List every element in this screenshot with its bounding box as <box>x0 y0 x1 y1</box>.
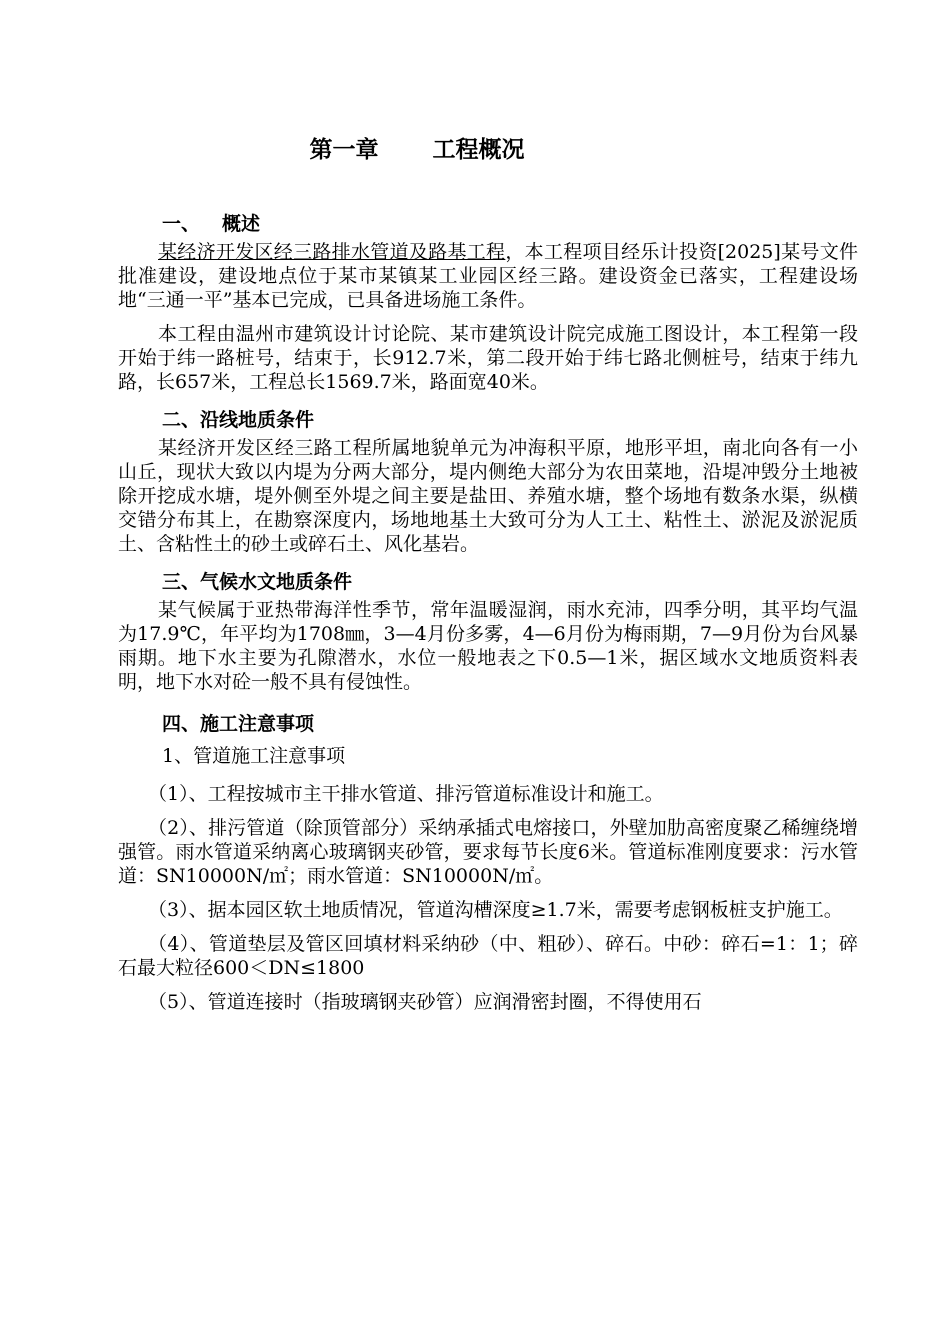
project-name-underlined: 某经济开发区经三路排水管道及路基工程 <box>158 241 506 263</box>
chapter-number: 第一章 <box>309 137 379 163</box>
list-item: （5）、管道连接时（指玻璃钢夹砂管）应润滑密封圈，不得使用石 <box>148 991 702 1013</box>
section-heading-climate: 三、气候水文地质条件 <box>162 571 353 593</box>
chapter-name: 工程概况 <box>432 137 525 163</box>
subheading-pipe-construction: 1、管道施工注意事项 <box>162 745 346 767</box>
document-body <box>118 208 858 1024</box>
overview-paragraph-1: 某经济开发区经三路排水管道及路基工程，本工程项目经乐计投资[2025]某号文件批准建设，建设地点位于某市某镇某工业园区经三路。建设资金已落实，工程建设场地“三通一平”基本已完成，已具备进场施工条件。 <box>118 241 858 311</box>
section-heading-geology: 二、沿线地质条件 <box>162 409 315 431</box>
geology-paragraph: 某经济开发区经三路工程所属地貌单元为冲海积平原，地形平坦，南北向各有一小山丘，现状大致以内堤为分两大部分，堤内侧绝大部分为农田菜地，沿堤冲毁分土地被除开挖成水塘，堤外侧至外堤之间主要是盐田、养殖水塘，整个场地有数条水渠，纵横交错分布其上，在勘察深度内，场地地基土大致可分为人工土、粘性土、淤泥及淤泥质土、含粘性土的砂土或碎石土、风化基岩。 <box>118 437 858 555</box>
list-item: （3）、据本园区软土地质情况，管道沟槽深度≥1.7米，需要考虑钢板桩支护施工。 <box>148 899 843 921</box>
chapter-title <box>0 134 834 166</box>
overview-paragraph-2: 本工程由温州市建筑设计讨论院、某市建筑设计院完成施工图设计，本工程第一段开始于纬一路桩号，结束于，长912.7米，第二段开始于纬七路北侧桩号，结束于纬九路，长657米，工程总长1569.7米，路面宽40米。 <box>118 323 858 393</box>
section-heading-construction-notes: 四、施工注意事项 <box>162 713 315 735</box>
list-item: （2）、排污管道（除顶管部分）采纳承插式电熔接口，外壁加肋高密度聚乙稀缠绕增强管。雨水管道采纳离心玻璃钢夹砂管，要求每节长度6米。管道标准刚度要求：污水管道：SN10000N/㎡；雨水管道：SN10000N/㎡。 <box>118 817 858 887</box>
list-item: （4）、管道垫层及管区回填材料采纳砂（中、粗砂）、碎石。中砂：碎石=1：1；碎石最大粒径600＜DN≤1800 <box>118 933 858 979</box>
list-item: （1）、工程按城市主干排水管道、排污管道标准设计和施工。 <box>148 783 664 805</box>
section-heading-overview: 一、 概述 <box>162 213 261 235</box>
climate-paragraph: 某气候属于亚热带海洋性季节，常年温暖湿润，雨水充沛，四季分明，其平均气温为17.9℃，年平均为1708㎜，3—4月份多雾，4—6月份为梅雨期，7—9月份为台风暴雨期。地下水主要为孔隙潜水，水位一般地表之下0.5—1米，据区域水文地质资料表明，地下水对砼一般不具有侵蚀性。 <box>118 599 858 693</box>
